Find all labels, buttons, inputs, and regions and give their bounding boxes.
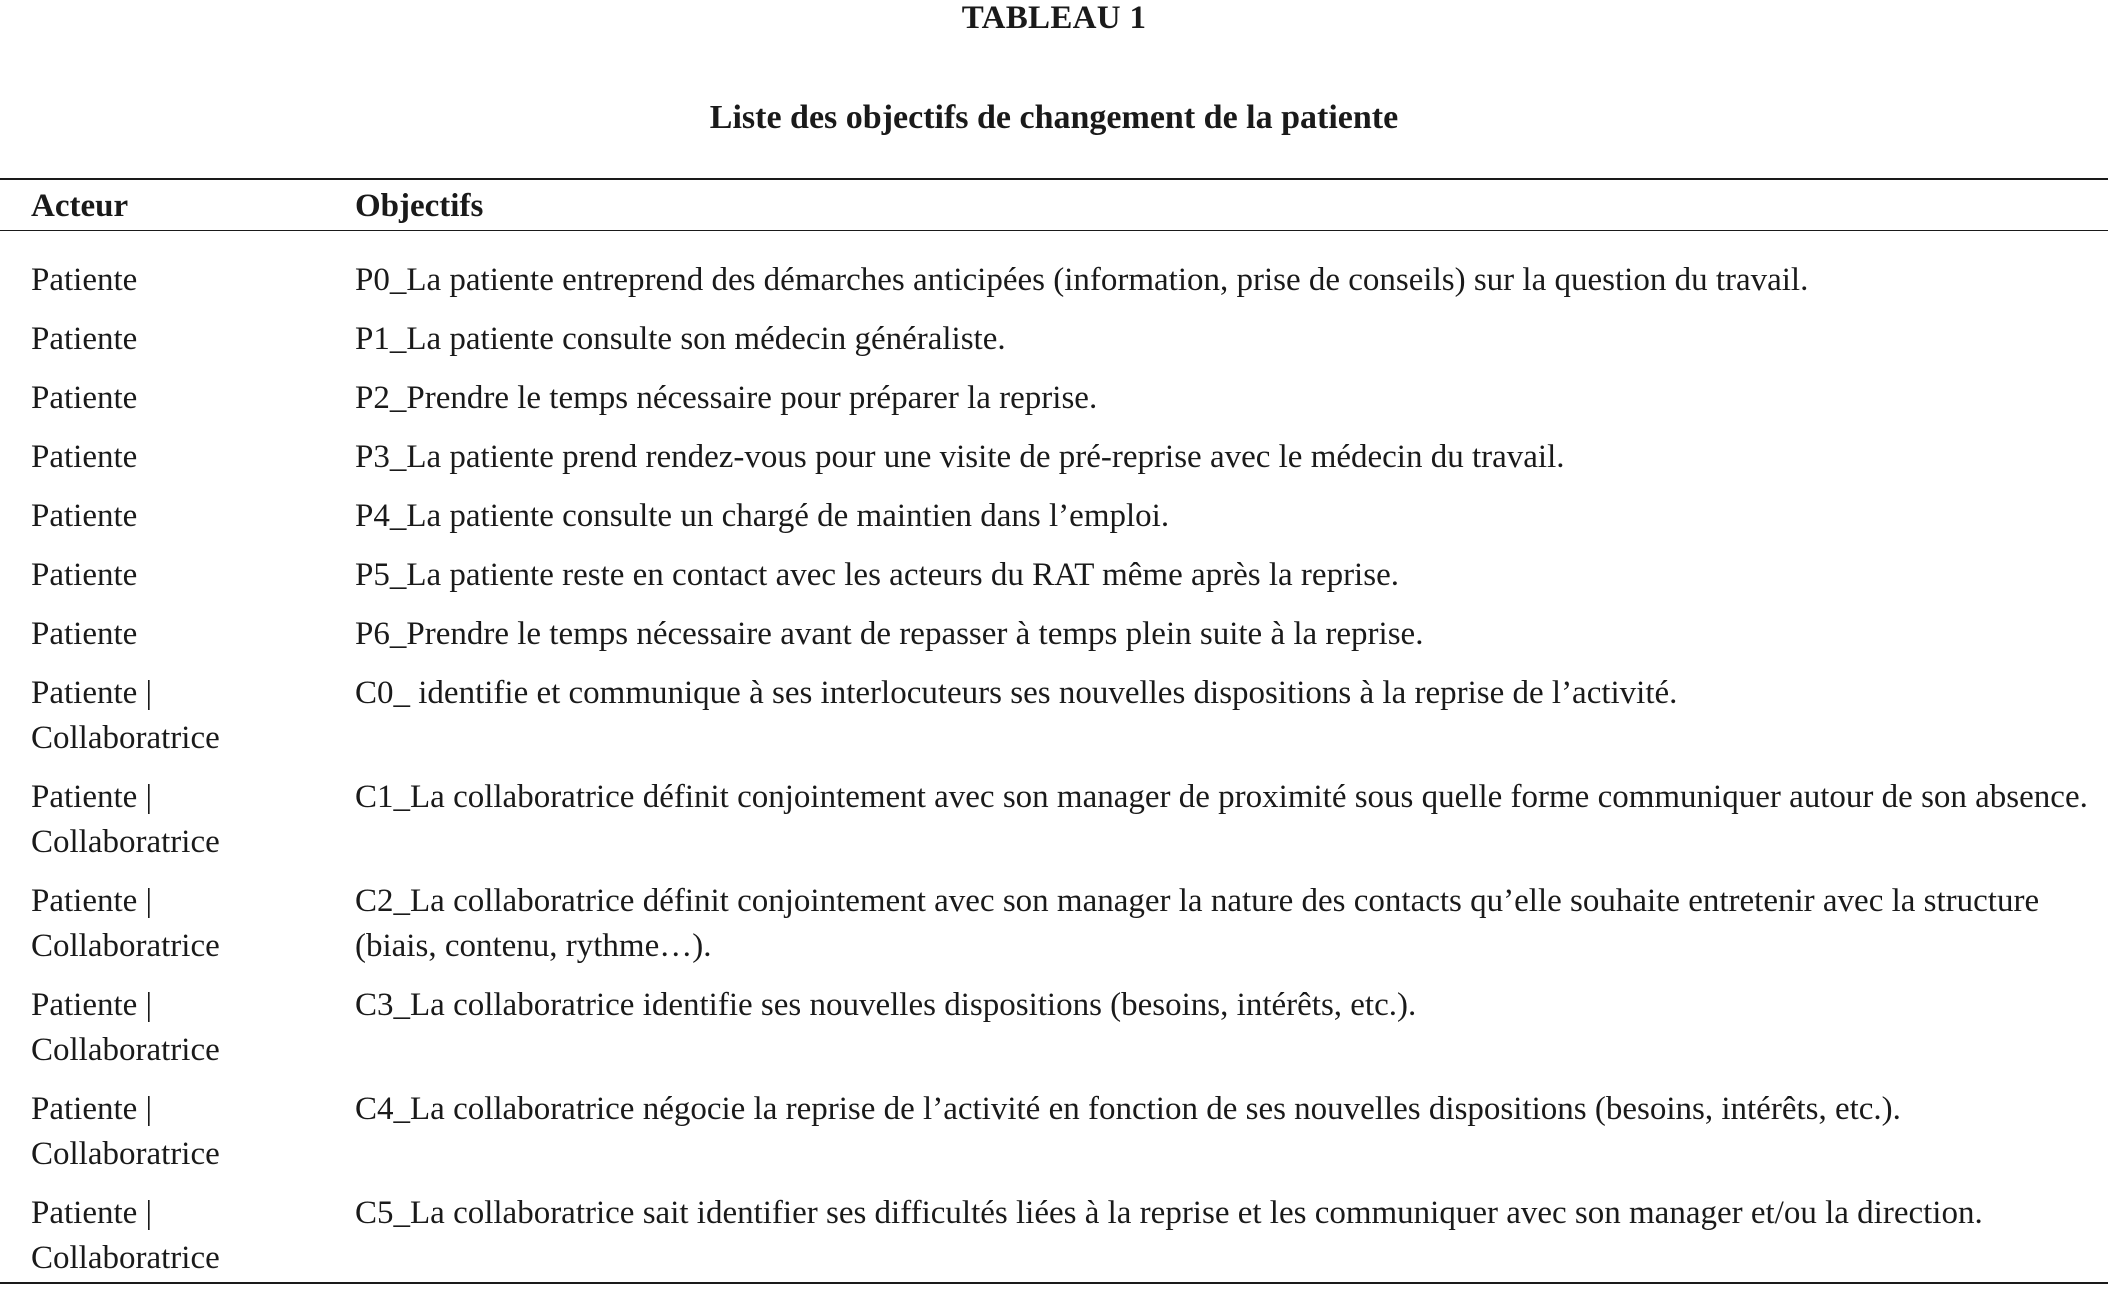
row-objective: P5_La patiente reste en contact avec les acteurs du RAT même après la reprise. bbox=[355, 557, 1399, 593]
table-row bbox=[0, 553, 2108, 612]
row-actor: Patiente | Collaboratrice bbox=[31, 1091, 220, 1172]
table-row bbox=[0, 317, 2108, 376]
row-objective: C3_La collaboratrice identifie ses nouvelles dispositions (besoins, intérêts, etc.). bbox=[355, 987, 1417, 1023]
row-objective: P1_La patiente consulte son médecin généraliste. bbox=[355, 321, 1006, 357]
row-objective: P0_La patiente entreprend des démarches anticipées (information, prise de conseils) sur la question du travail. bbox=[355, 262, 1809, 298]
table-row bbox=[0, 775, 2108, 879]
table-header-rule bbox=[0, 230, 2108, 231]
row-objective: P2_Prendre le temps nécessaire pour préparer la reprise. bbox=[355, 380, 1098, 416]
table-caption: Liste des objectifs de changement de la patiente bbox=[709, 99, 1399, 136]
row-actor: Patiente bbox=[31, 262, 138, 298]
row-actor: Patiente bbox=[31, 616, 138, 652]
table-row bbox=[0, 494, 2108, 553]
row-actor: Patiente | Collaboratrice bbox=[31, 987, 220, 1068]
row-objective: C0_ identifie et communique à ses interlocuteurs ses nouvelles dispositions à la reprise de l’activité. bbox=[355, 675, 1678, 711]
row-objective: C1_La collaboratrice définit conjointement avec son manager de proximité sous quelle forme communiquer autour de son absence. bbox=[355, 779, 2088, 815]
row-actor: Patiente bbox=[31, 380, 138, 416]
table-row bbox=[0, 435, 2108, 494]
row-objective: C5_La collaboratrice sait identifier ses difficultés liées à la reprise et les communiquer avec son manager et/ou la direction. bbox=[355, 1195, 1983, 1231]
table-bottom-rule bbox=[0, 1282, 2108, 1284]
table-body bbox=[0, 258, 2108, 1295]
table-row bbox=[0, 983, 2108, 1087]
header-actor: Acteur bbox=[31, 188, 129, 224]
header-objectives: Objectifs bbox=[355, 188, 484, 224]
row-objective: P3_La patiente prend rendez-vous pour une visite de pré-reprise avec le médecin du travail. bbox=[355, 439, 1565, 475]
row-actor: Patiente bbox=[31, 439, 138, 475]
row-actor: Patiente | Collaboratrice bbox=[31, 1195, 220, 1276]
table-row bbox=[0, 879, 2108, 983]
table-label: TABLEAU 1 bbox=[961, 0, 1147, 36]
row-objective: P6_Prendre le temps nécessaire avant de repasser à temps plein suite à la reprise. bbox=[355, 616, 1424, 652]
table-row bbox=[0, 612, 2108, 671]
table-row bbox=[0, 258, 2108, 317]
table-row bbox=[0, 671, 2108, 775]
row-actor: Patiente bbox=[31, 557, 138, 593]
row-objective: C2_La collaboratrice définit conjointement avec son manager la nature des contacts qu’elle souhaite entretenir avec la structure (biais, contenu, rythme…). bbox=[355, 883, 2040, 964]
row-actor: Patiente bbox=[31, 321, 138, 357]
row-actor: Patiente | Collaboratrice bbox=[31, 675, 220, 756]
row-actor: Patiente | Collaboratrice bbox=[31, 779, 220, 860]
row-actor: Patiente bbox=[31, 498, 138, 534]
table-row bbox=[0, 1191, 2108, 1295]
table-row bbox=[0, 1087, 2108, 1191]
table-top-rule bbox=[0, 178, 2108, 180]
row-actor: Patiente | Collaboratrice bbox=[31, 883, 220, 964]
row-objective: P4_La patiente consulte un chargé de maintien dans l’emploi. bbox=[355, 498, 1170, 534]
table-row bbox=[0, 376, 2108, 435]
table-header-row bbox=[0, 186, 2108, 226]
row-objective: C4_La collaboratrice négocie la reprise de l’activité en fonction de ses nouvelles dispositions (besoins, intérêts, etc.). bbox=[355, 1091, 1901, 1127]
